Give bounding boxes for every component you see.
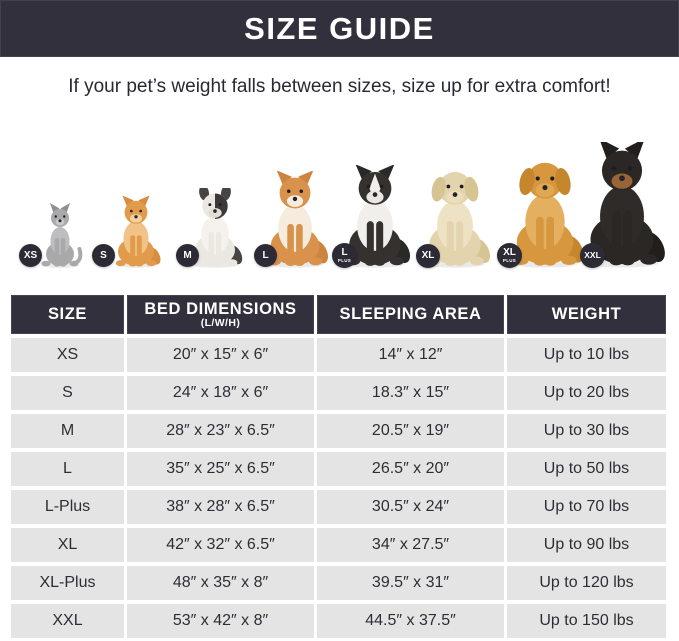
size-badge-xxl [580, 243, 605, 268]
sleeping-area-cell: 34″ x 27.5″ [317, 528, 504, 562]
size-badge-xl-plus [497, 243, 522, 268]
weight-cell: Up to 90 lbs [507, 528, 666, 562]
size-badge-sub-label: PLUS [502, 257, 517, 263]
size-badge-label: XS [23, 249, 38, 261]
bed-dimensions-cell: 48″ x 35″ x 8″ [127, 566, 314, 600]
col-header-weight [507, 295, 666, 334]
col-header-weight-label: WEIGHT [551, 305, 622, 324]
col-header-size [11, 295, 124, 334]
bed-dimensions-cell: 38″ x 28″ x 6.5″ [127, 490, 314, 524]
size-badge-s [92, 244, 115, 267]
pet-size-lineup [0, 120, 679, 290]
size-badge-m [176, 244, 199, 267]
weight-cell: Up to 120 lbs [507, 566, 666, 600]
subtitle-text: If your pet’s weight falls between sizes, size up for extra comfort! [68, 76, 611, 97]
weight-cell: Up to 10 lbs [507, 338, 666, 372]
sleeping-area-cell: 44.5″ x 37.5″ [317, 604, 504, 638]
size-badge-xl [416, 244, 440, 268]
size-badge-label: XL [421, 249, 435, 261]
weight-cell: Up to 70 lbs [507, 490, 666, 524]
size-cell: XXL [11, 604, 124, 638]
size-cell: S [11, 376, 124, 410]
size-badge-label: S [100, 249, 107, 261]
size-cell: L-Plus [11, 490, 124, 524]
size-cell: L [11, 452, 124, 486]
sleeping-area-cell: 20.5″ x 19″ [317, 414, 504, 448]
size-cell: XL-Plus [11, 566, 124, 600]
col-header-sleeping-area [317, 295, 504, 334]
weight-cell: Up to 50 lbs [507, 452, 666, 486]
weight-cell: Up to 150 lbs [507, 604, 666, 638]
size-badge-label: XXL [584, 250, 601, 261]
weight-cell: Up to 20 lbs [507, 376, 666, 410]
bed-dimensions-cell: 24″ x 18″ x 6″ [127, 376, 314, 410]
col-header-sleeping-area-label: SLEEPING AREA [339, 305, 482, 324]
size-badge-xs [19, 244, 42, 267]
size-cell: M [11, 414, 124, 448]
size-badge-sub-label: PLUS [337, 257, 352, 263]
size-guide-header-bar [0, 0, 679, 57]
col-header-size-label: SIZE [47, 305, 88, 324]
size-badge-label: XL [503, 246, 516, 258]
sleeping-area-cell: 14″ x 12″ [317, 338, 504, 372]
bed-dimensions-cell: 53″ x 42″ x 8″ [127, 604, 314, 638]
size-badge-label: L [262, 249, 269, 261]
bed-dimensions-cell: 35″ x 25″ x 6.5″ [127, 452, 314, 486]
size-badge-l-plus [332, 243, 357, 268]
sleeping-area-cell: 26.5″ x 20″ [317, 452, 504, 486]
col-header-bed-dimensions-label: BED DIMENSIONS [144, 299, 297, 318]
sleeping-area-cell: 39.5″ x 31″ [317, 566, 504, 600]
size-badge-l [254, 244, 277, 267]
col-header-bed-dimensions [127, 295, 314, 334]
size-badge-label: M [183, 249, 192, 261]
bed-dimensions-cell: 20″ x 15″ x 6″ [127, 338, 314, 372]
size-cell: XS [11, 338, 124, 372]
size-badge-label: L [341, 246, 348, 258]
sleeping-area-cell: 30.5″ x 24″ [317, 490, 504, 524]
sleeping-area-cell: 18.3″ x 15″ [317, 376, 504, 410]
size-cell: XL [11, 528, 124, 562]
size-table [11, 295, 666, 638]
cat-icon [34, 202, 86, 268]
page-title: SIZE GUIDE [244, 10, 435, 46]
weight-cell: Up to 30 lbs [507, 414, 666, 448]
bed-dimensions-cell: 28″ x 23″ x 6.5″ [127, 414, 314, 448]
bed-dimensions-cell: 42″ x 32″ x 6.5″ [127, 528, 314, 562]
col-header-bed-dimensions-sub: (L/W/H) [200, 316, 241, 329]
pomeranian-dog-icon [108, 196, 164, 268]
